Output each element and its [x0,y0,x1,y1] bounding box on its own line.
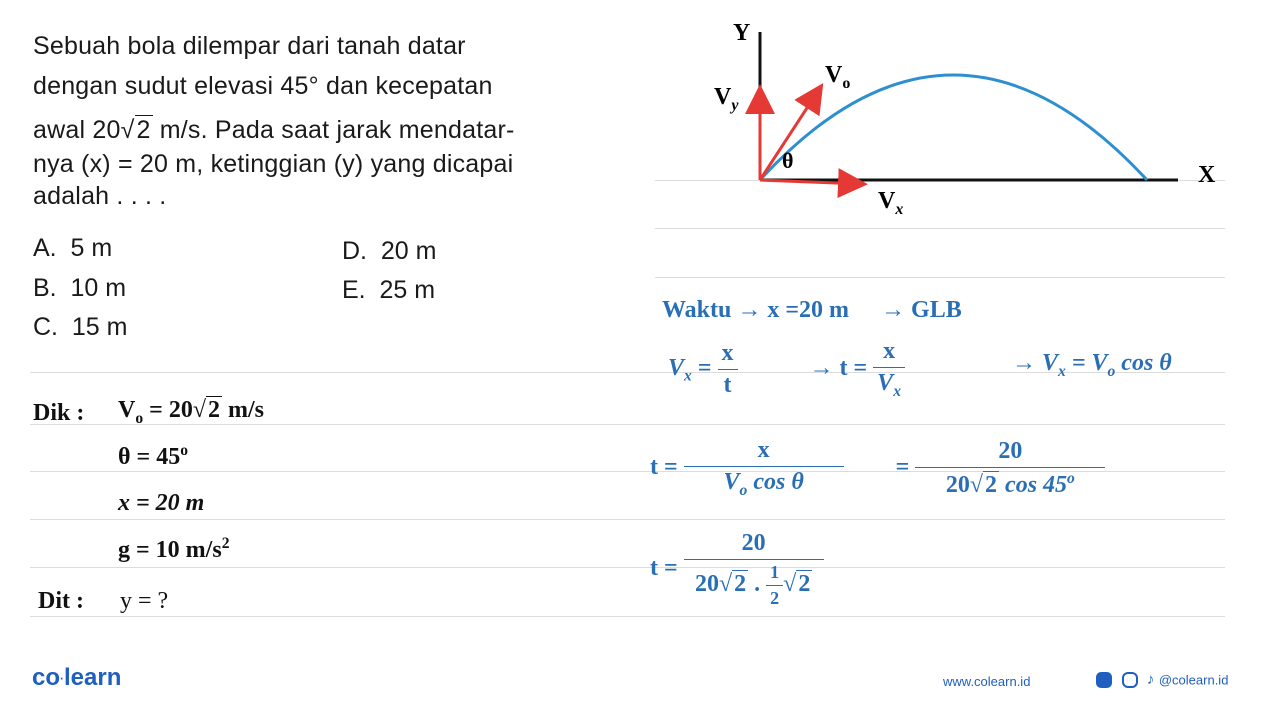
x-axis-label: X [1198,162,1216,188]
tiktok-icon[interactable]: ♪ [1146,671,1155,689]
known-g: g = 10 $m/s^2$ [118,535,230,563]
question-line-3: awal 20√2 m/s. Pada saat jarak mendatar- [33,116,515,144]
website-link[interactable]: www.colearn.id [943,674,1031,689]
option-c[interactable]: C. 15 m [33,313,128,341]
facebook-icon[interactable] [1096,672,1112,688]
social-handle[interactable]: @colearn.id [1158,672,1229,688]
question-text [33,26,643,216]
option-a[interactable]: A. 5 m [33,234,113,262]
vy-label: $V_y$ [714,84,739,114]
y-axis-label: Y [733,20,751,46]
known-x: x = 20 m [118,490,205,516]
projectile-diagram [700,20,1240,230]
question-line-2: dengan sudut elevasi 45° dan kecepatan [33,72,493,100]
solution-line-3: t = $\frac{x}{V_o \cos \theta}$ = $\frac{20}{20√2 \cos 45^o}$ [650,437,1105,500]
colearn-logo: co·learn [32,664,122,691]
instagram-icon[interactable] [1122,672,1138,688]
dit-question: y = ? [120,588,169,614]
dit-label: Dit : [38,588,84,614]
solution-line-4: t = 20 20√2 . $\frac{1}{2}$ √2 [650,530,824,609]
question-line-4: nya (x) = 20 m, ketinggian (y) yang dicapai [33,150,514,178]
solution-line-2: $V_x$ = $\frac{x}{t}$ → t = $\frac{x}{V_x}$ [668,338,905,401]
option-d[interactable]: D. 20 m [342,237,437,265]
question-line-5: adalah . . . . [33,182,167,210]
social-icons [1096,671,1228,689]
vx-label: $V_x$ [878,188,904,218]
theta-label: θ [782,148,794,173]
vx-formula: → $V_x = V_o$ cos θ [1012,350,1172,380]
known-v0: $V_o = 20√2$ m/s [118,397,264,427]
dik-label: Dik : [33,400,85,426]
option-b[interactable]: B. 10 m [33,274,127,302]
vo-label: $V_o$ [825,62,851,92]
question-line-1: Sebuah bola dilempar dari tanah datar [33,32,466,60]
option-e[interactable]: E. 25 m [342,276,436,304]
solution-line-1: Waktu → x =20 m → GLB [662,297,962,323]
known-theta: $\theta = 45^o$ [118,442,188,470]
